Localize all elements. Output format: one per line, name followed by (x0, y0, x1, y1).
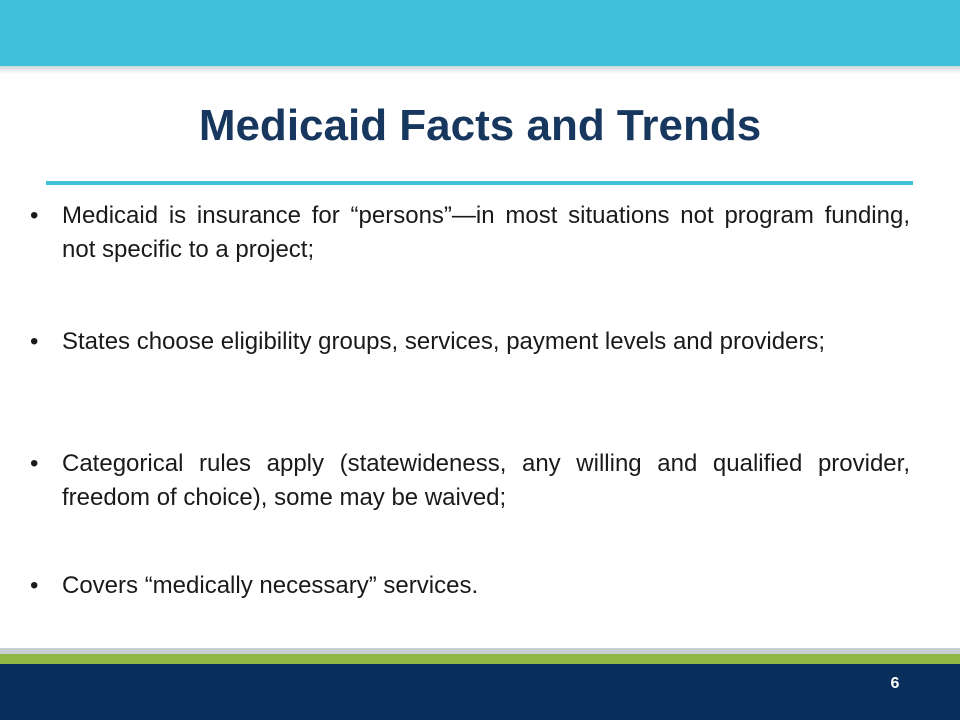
bullet-dot-icon: • (30, 328, 39, 355)
bullet-item (30, 199, 910, 267)
bullet-item (30, 569, 910, 603)
bullet-dot-icon: • (30, 202, 39, 229)
bullet-dot-icon: • (30, 572, 39, 599)
slide-title: Medicaid Facts and Trends (198, 101, 762, 150)
bullet-item (30, 447, 910, 515)
footer-band (0, 664, 960, 720)
bullet-item (30, 325, 910, 359)
header-band-shadow (0, 66, 960, 74)
footer-green-stripe (0, 654, 960, 664)
bullet-text: Covers “medically necessary” services. (62, 572, 479, 599)
bullet-text: Categorical rules apply (statewideness, any willing and qualified provider, freedom of choice), some may be waived; (62, 450, 910, 511)
bullet-text: Medicaid is insurance for “persons”—in most situations not program funding, not specific to a project; (62, 202, 910, 263)
bullet-text: States choose eligibility groups, services, payment levels and providers; (62, 328, 826, 355)
header-band (0, 0, 960, 66)
slide-number: 6 (890, 675, 900, 692)
title-underline (46, 181, 913, 185)
bullet-dot-icon: • (30, 450, 39, 477)
